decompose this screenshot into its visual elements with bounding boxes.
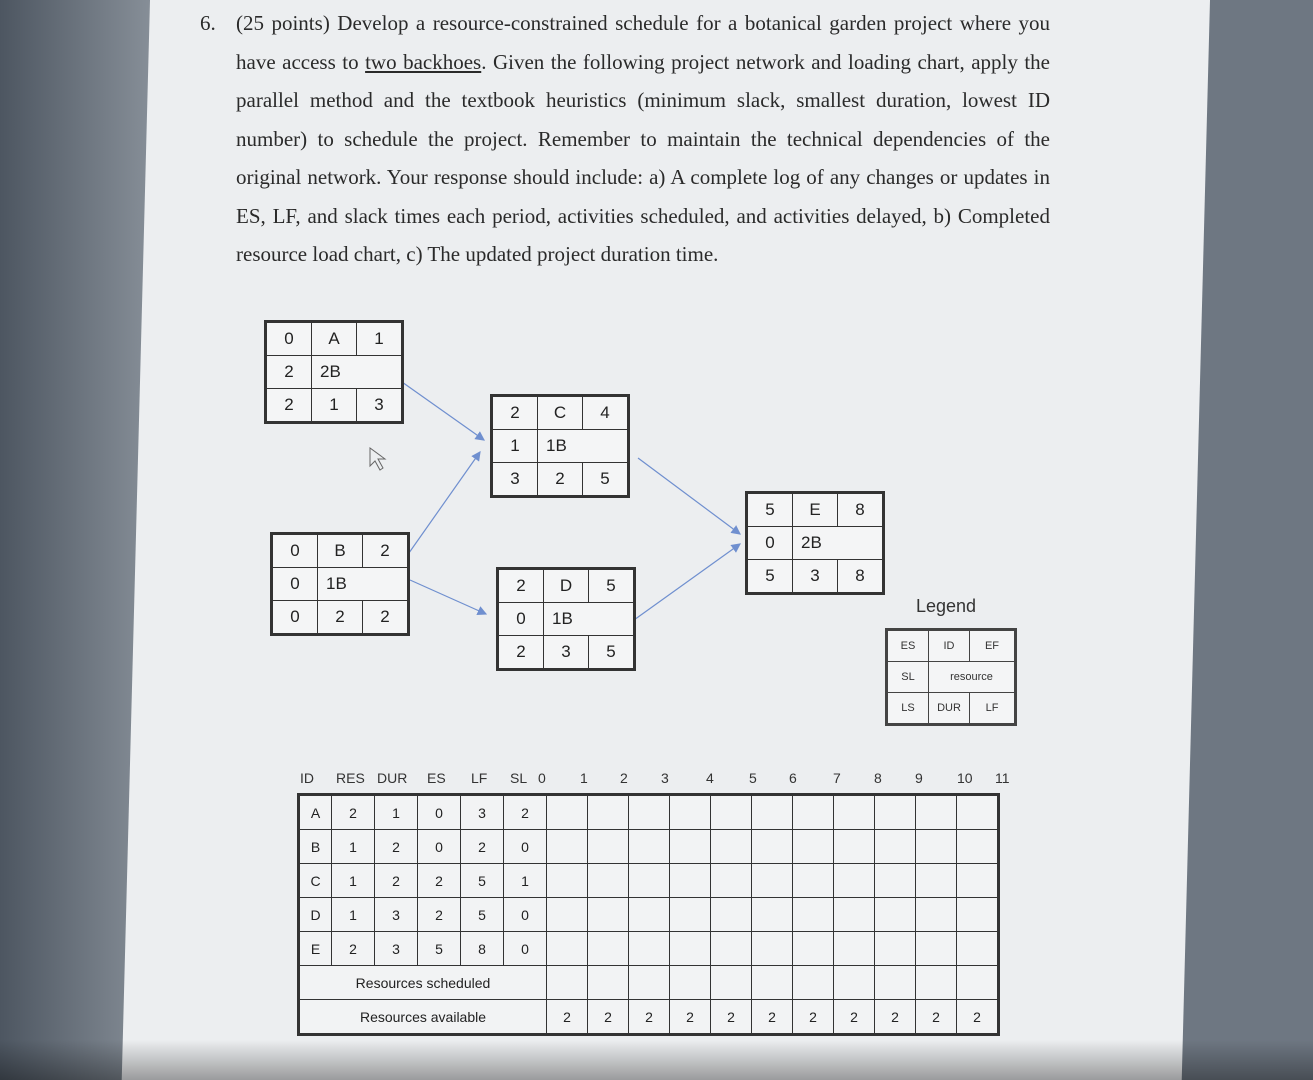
- question-text-b: . Given the following project network and loading chart, apply the parallel method and the textbook heuristics (minimum slack, smallest duration, lowest ID number) to schedule the project. Remember to maintain the technical dependencies of the original network. Your response should include: a) A complete log of any changes or updates in ES, LF, and slack times each period, activities scheduled, and activities delayed, b) Completed resource load chart, c) The updated project duration time.: [236, 49, 1051, 266]
- question-number: 6.: [200, 11, 216, 35]
- node-d: [496, 567, 636, 671]
- question-text-a: Develop a resource-constrained schedule for a botanical garden project where you have access to: [236, 11, 1050, 74]
- avail-p9: 2: [875, 1000, 916, 1034]
- avail-p7: 2: [793, 1000, 834, 1034]
- background-bottom: [0, 1040, 1313, 1080]
- avail-p11: 2: [957, 1000, 998, 1034]
- node-c-lf: 5: [583, 463, 628, 496]
- avail-p1: 2: [547, 1000, 588, 1034]
- hdr-sl: SL: [510, 770, 528, 786]
- node-e-es: 5: [748, 494, 793, 527]
- sched-p8[interactable]: [834, 966, 875, 1000]
- cell-d-p3[interactable]: [629, 898, 670, 932]
- avail-p3: 2: [629, 1000, 670, 1034]
- cell-c-p6[interactable]: [752, 864, 793, 898]
- question-text: [236, 4, 1050, 274]
- node-b-es: 0: [273, 535, 318, 568]
- question-points: (25 points): [236, 11, 330, 35]
- avail-p8: 2: [834, 1000, 875, 1034]
- cell-b-p1[interactable]: [547, 830, 588, 864]
- cell-e-p4[interactable]: [670, 932, 711, 966]
- node-a-lf: 3: [357, 389, 402, 422]
- node-e: [745, 491, 885, 595]
- sched-p3[interactable]: [629, 966, 670, 1000]
- node-a-sl: 2: [267, 356, 312, 389]
- row-b-res: 1: [332, 830, 375, 864]
- row-c-id: C: [300, 864, 332, 898]
- row-c-dur: 2: [375, 864, 418, 898]
- cell-d-p7[interactable]: [793, 898, 834, 932]
- cell-b-p2[interactable]: [588, 830, 629, 864]
- row-b-sl: 0: [504, 830, 547, 864]
- cell-e-p8[interactable]: [834, 932, 875, 966]
- node-a-es: 0: [267, 323, 312, 356]
- cell-d-p2[interactable]: [588, 898, 629, 932]
- row-c-sl: 1: [504, 864, 547, 898]
- row-a-id: A: [300, 796, 332, 830]
- cell-d-p5[interactable]: [711, 898, 752, 932]
- sched-p9[interactable]: [875, 966, 916, 1000]
- row-b-es: 0: [418, 830, 461, 864]
- row-b-id: B: [300, 830, 332, 864]
- node-c-dur: 2: [538, 463, 583, 496]
- node-c: [490, 394, 630, 498]
- row-e-dur: 3: [375, 932, 418, 966]
- cell-c-p3[interactable]: [629, 864, 670, 898]
- cell-d-p4[interactable]: [670, 898, 711, 932]
- node-e-id: E: [793, 494, 838, 527]
- cell-d-p8[interactable]: [834, 898, 875, 932]
- node-c-ls: 3: [493, 463, 538, 496]
- node-b-ls: 0: [273, 601, 318, 634]
- legend-sl: SL: [888, 662, 929, 693]
- cell-d-p9[interactable]: [875, 898, 916, 932]
- avail-p2: 2: [588, 1000, 629, 1034]
- cell-b-p7[interactable]: [793, 830, 834, 864]
- hdr-es: ES: [427, 770, 446, 786]
- node-b-id: B: [318, 535, 363, 568]
- cell-b-p4[interactable]: [670, 830, 711, 864]
- row-a-sl: 2: [504, 796, 547, 830]
- cell-b-p8[interactable]: [834, 830, 875, 864]
- legend-ls: LS: [888, 693, 929, 724]
- hdr-period-11: 11: [995, 770, 1010, 786]
- node-e-ef: 8: [838, 494, 883, 527]
- row-a-res: 2: [332, 796, 375, 830]
- hdr-dur: DUR: [377, 770, 408, 786]
- hdr-period-9: 9: [915, 770, 923, 786]
- cell-b-p11[interactable]: [957, 830, 998, 864]
- row-e-lf: 8: [461, 932, 504, 966]
- avail-p4: 2: [670, 1000, 711, 1034]
- legend-es: ES: [888, 631, 929, 662]
- node-a-ef: 1: [357, 323, 402, 356]
- cell-b-p3[interactable]: [629, 830, 670, 864]
- avail-p6: 2: [752, 1000, 793, 1034]
- node-b: [270, 532, 410, 636]
- cell-c-p2[interactable]: [588, 864, 629, 898]
- cell-a-p3[interactable]: [629, 796, 670, 830]
- cell-b-p5[interactable]: [711, 830, 752, 864]
- cell-c-p10[interactable]: [916, 864, 957, 898]
- question-block: [200, 4, 1050, 274]
- node-c-sl: 1: [493, 430, 538, 463]
- cell-e-p5[interactable]: [711, 932, 752, 966]
- table-row: [300, 830, 998, 864]
- node-e-dur: 3: [793, 560, 838, 593]
- cell-c-p11[interactable]: [957, 864, 998, 898]
- node-b-sl: 0: [273, 568, 318, 601]
- hdr-period-6: 6: [789, 770, 797, 786]
- question-underlined: two backhoes: [365, 49, 482, 74]
- hdr-lf: LF: [471, 770, 488, 786]
- node-e-res: 2B: [793, 527, 883, 560]
- node-a: [264, 320, 404, 424]
- row-d-dur: 3: [375, 898, 418, 932]
- cell-e-p2[interactable]: [588, 932, 629, 966]
- row-c-es: 2: [418, 864, 461, 898]
- legend-title: Legend: [916, 596, 977, 616]
- resources-available-row: [300, 1000, 998, 1034]
- hdr-period-4: 4: [706, 770, 714, 786]
- cell-a-p9[interactable]: [875, 796, 916, 830]
- cell-c-p5[interactable]: [711, 864, 752, 898]
- cell-c-p9[interactable]: [875, 864, 916, 898]
- legend-ef: EF: [970, 631, 1015, 662]
- hdr-period-10: 10: [957, 770, 973, 786]
- node-b-ef: 2: [363, 535, 408, 568]
- resources-scheduled-label: Resources scheduled: [300, 966, 547, 1000]
- cell-e-p6[interactable]: [752, 932, 793, 966]
- row-e-res: 2: [332, 932, 375, 966]
- legend-resource: resource: [929, 662, 1015, 693]
- avail-p5: 2: [711, 1000, 752, 1034]
- hdr-period-5: 5: [749, 770, 757, 786]
- cell-b-p9[interactable]: [875, 830, 916, 864]
- sched-p7[interactable]: [793, 966, 834, 1000]
- node-d-dur: 3: [544, 636, 589, 669]
- hdr-period-7: 7: [833, 770, 841, 786]
- cell-a-p2[interactable]: [588, 796, 629, 830]
- row-e-es: 5: [418, 932, 461, 966]
- row-c-res: 1: [332, 864, 375, 898]
- row-a-dur: 1: [375, 796, 418, 830]
- table-row: [300, 796, 998, 830]
- resources-scheduled-row: [300, 966, 998, 1000]
- legend-id: ID: [929, 631, 970, 662]
- sched-p1[interactable]: [547, 966, 588, 1000]
- table-row: [300, 898, 998, 932]
- cell-e-p1[interactable]: [547, 932, 588, 966]
- node-d-id: D: [544, 570, 589, 603]
- row-b-dur: 2: [375, 830, 418, 864]
- cell-d-p6[interactable]: [752, 898, 793, 932]
- node-d-sl: 0: [499, 603, 544, 636]
- sched-p4[interactable]: [670, 966, 711, 1000]
- cell-c-p7[interactable]: [793, 864, 834, 898]
- table-row: [300, 864, 998, 898]
- row-d-es: 2: [418, 898, 461, 932]
- node-c-es: 2: [493, 397, 538, 430]
- cell-a-p11[interactable]: [957, 796, 998, 830]
- hdr-period-2: 2: [620, 770, 628, 786]
- hdr-period-1: 1: [580, 770, 588, 786]
- cell-a-p1[interactable]: [547, 796, 588, 830]
- sched-p10[interactable]: [916, 966, 957, 1000]
- hdr-period-8: 8: [874, 770, 882, 786]
- cell-a-p5[interactable]: [711, 796, 752, 830]
- node-c-id: C: [538, 397, 583, 430]
- row-a-lf: 3: [461, 796, 504, 830]
- node-b-dur: 2: [318, 601, 363, 634]
- row-d-id: D: [300, 898, 332, 932]
- cell-e-p7[interactable]: [793, 932, 834, 966]
- node-d-ef: 5: [589, 570, 634, 603]
- sched-p6[interactable]: [752, 966, 793, 1000]
- avail-p10: 2: [916, 1000, 957, 1034]
- cell-a-p8[interactable]: [834, 796, 875, 830]
- hdr-period-3: 3: [661, 770, 669, 786]
- node-e-lf: 8: [838, 560, 883, 593]
- legend-box: [885, 628, 1017, 726]
- hdr-res: RES: [336, 770, 365, 786]
- resource-load-chart: [297, 793, 1000, 1036]
- row-e-id: E: [300, 932, 332, 966]
- node-e-sl: 0: [748, 527, 793, 560]
- cell-e-p3[interactable]: [629, 932, 670, 966]
- cell-a-p4[interactable]: [670, 796, 711, 830]
- node-d-ls: 2: [499, 636, 544, 669]
- cell-d-p11[interactable]: [957, 898, 998, 932]
- row-d-lf: 5: [461, 898, 504, 932]
- cell-c-p4[interactable]: [670, 864, 711, 898]
- sched-p11[interactable]: [957, 966, 998, 1000]
- cell-e-p11[interactable]: [957, 932, 998, 966]
- hdr-id: ID: [300, 770, 314, 786]
- cell-b-p6[interactable]: [752, 830, 793, 864]
- cell-b-p10[interactable]: [916, 830, 957, 864]
- node-d-es: 2: [499, 570, 544, 603]
- legend-dur: DUR: [929, 693, 970, 724]
- cell-e-p10[interactable]: [916, 932, 957, 966]
- row-e-sl: 0: [504, 932, 547, 966]
- node-e-ls: 5: [748, 560, 793, 593]
- node-a-dur: 1: [312, 389, 357, 422]
- row-d-res: 1: [332, 898, 375, 932]
- row-c-lf: 5: [461, 864, 504, 898]
- node-d-res: 1B: [544, 603, 634, 636]
- cell-d-p10[interactable]: [916, 898, 957, 932]
- legend-lf: LF: [970, 693, 1015, 724]
- node-b-res: 1B: [318, 568, 408, 601]
- node-c-res: 1B: [538, 430, 628, 463]
- sched-p5[interactable]: [711, 966, 752, 1000]
- cell-d-p1[interactable]: [547, 898, 588, 932]
- cell-a-p7[interactable]: [793, 796, 834, 830]
- sched-p2[interactable]: [588, 966, 629, 1000]
- cell-e-p9[interactable]: [875, 932, 916, 966]
- node-a-res: 2B: [312, 356, 402, 389]
- node-a-ls: 2: [267, 389, 312, 422]
- row-b-lf: 2: [461, 830, 504, 864]
- node-c-ef: 4: [583, 397, 628, 430]
- cell-a-p6[interactable]: [752, 796, 793, 830]
- cell-c-p8[interactable]: [834, 864, 875, 898]
- node-b-lf: 2: [363, 601, 408, 634]
- table-row: [300, 932, 998, 966]
- resources-available-label: Resources available: [300, 1000, 547, 1034]
- cell-c-p1[interactable]: [547, 864, 588, 898]
- hdr-period-0: 0: [538, 770, 546, 786]
- row-d-sl: 0: [504, 898, 547, 932]
- row-a-es: 0: [418, 796, 461, 830]
- node-a-id: A: [312, 323, 357, 356]
- node-d-lf: 5: [589, 636, 634, 669]
- cell-a-p10[interactable]: [916, 796, 957, 830]
